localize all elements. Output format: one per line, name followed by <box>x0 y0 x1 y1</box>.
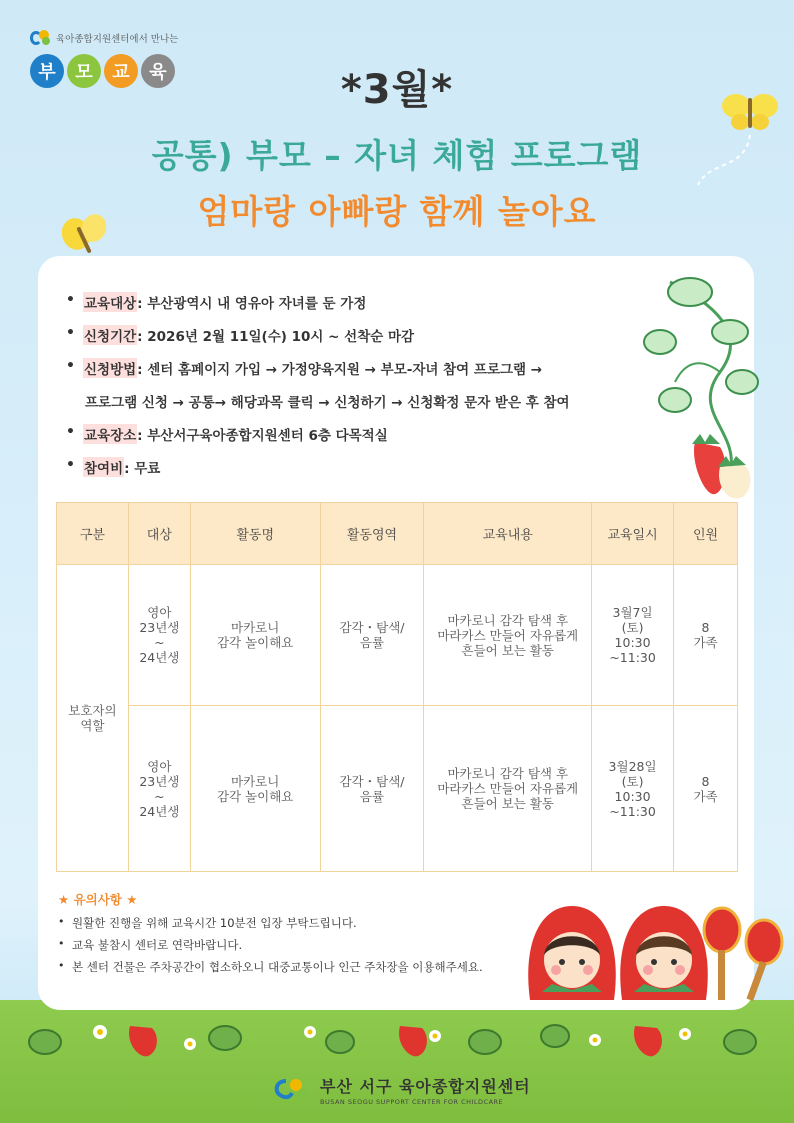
table-header-row <box>57 503 738 565</box>
center-logo-icon <box>30 28 52 48</box>
brand-circle-char: 부 <box>30 54 64 88</box>
cell-activity: 마카로니 감각 놀이해요 <box>190 565 320 706</box>
cell-datetime: 3월7일 (토) 10:30 ~11:30 <box>592 565 674 706</box>
info-method: • 신청방법 : 센터 홈페이지 가입 → 가정양육지원 → 부모-자녀 참여 프로그램 → <box>66 358 543 378</box>
header-area: 활동영역 <box>320 503 424 565</box>
header-target: 대상 <box>128 503 190 565</box>
program-subtitle: 엄마랑 아빠랑 함께 놀아요 <box>197 192 597 231</box>
brand-circle-char: 육 <box>141 54 175 88</box>
table-row <box>57 706 738 872</box>
cell-category: 보호자의 역할 <box>57 565 129 872</box>
brand-tagline: 육아종합지원센터에서 만나는 <box>56 34 179 45</box>
table-row <box>57 565 738 706</box>
info-fee: • 참여비 : 무료 <box>66 457 161 477</box>
strawberry-vine-illustration <box>630 262 760 502</box>
note-item: • 원활한 진행을 위해 교육시간 10분전 입장 부탁드립니다. <box>58 915 357 930</box>
info-method-continued <box>66 391 626 424</box>
notes-title: ★ 유의사항 ★ <box>58 892 138 907</box>
header-people: 인원 <box>674 503 738 565</box>
brand-circle-char: 모 <box>67 54 101 88</box>
ground-decoration-illustration <box>20 1014 780 1064</box>
info-label: 교육대상 <box>83 292 137 312</box>
info-location: • 교육장소 : 부산서구육아종합지원센터 6층 다목적실 <box>66 424 388 444</box>
header-activity: 활동명 <box>190 503 320 565</box>
cell-area: 감각・탐색/ 음률 <box>320 565 424 706</box>
cell-people: 8 가족 <box>674 706 738 872</box>
cell-target: 영아 23년생 ~ 24년생 <box>128 565 190 706</box>
header-content: 교육내용 <box>424 503 592 565</box>
month-heading: *3월* <box>340 67 454 113</box>
info-value: : 무료 <box>124 461 161 477</box>
cell-datetime: 3월28일 (토) 10:30 ~11:30 <box>592 706 674 872</box>
info-value: : 부산서구육아종합지원센터 6층 다목적실 <box>137 428 388 444</box>
center-logo-icon <box>272 1077 312 1103</box>
cell-content: 마카로니 감각 탐색 후 마라카스 만들어 자유롭게 흔들어 보는 활동 <box>424 565 592 706</box>
info-target: • 교육대상 : 부산광역시 내 영유아 자녀를 둔 가정 <box>66 292 367 312</box>
cell-activity: 마카로니 감각 놀이해요 <box>190 706 320 872</box>
note-item: • 본 센터 건물은 주차공간이 협소하오니 대중교통이나 인근 주차장을 이용해주세요. <box>58 959 483 974</box>
info-label: 신청방법 <box>83 358 137 378</box>
info-label: 참여비 <box>83 457 124 477</box>
header-datetime: 교육일시 <box>592 503 674 565</box>
note-item: • 교육 불참시 센터로 연락바랍니다. <box>58 937 243 952</box>
info-period: • 신청기간 : 2026년 2월 11일(수) 10시 ~ 선착순 마감 <box>66 325 415 345</box>
notes-section <box>58 890 483 981</box>
program-title: 공통) 부모 – 자녀 체험 프로그램 <box>151 136 643 175</box>
cell-people: 8 가족 <box>674 565 738 706</box>
info-value: : 센터 홈페이지 가입 → 가정양육지원 → 부모-자녀 참여 프로그램 → <box>137 362 543 378</box>
footer-center-name: 부산 서구 육아종합지원센터 <box>320 1077 531 1096</box>
header-category: 구분 <box>57 503 129 565</box>
schedule-table <box>56 502 738 872</box>
info-label: 신청기간 <box>83 325 137 345</box>
info-label: 교육장소 <box>83 424 137 444</box>
brand-circle-char: 교 <box>104 54 138 88</box>
cell-target: 영아 23년생 ~ 24년생 <box>128 706 190 872</box>
strawberry-kids-illustration <box>522 900 792 1012</box>
info-value: : 2026년 2월 11일(수) 10시 ~ 선착순 마감 <box>137 329 415 345</box>
cell-area: 감각・탐색/ 음률 <box>320 706 424 872</box>
footer-logo <box>272 1074 531 1106</box>
program-info-list <box>66 292 626 490</box>
info-value: 프로그램 신청 → 공통→ 해당과목 클릭 → 신청하기 → 신청확정 문자 받은 후 참여 <box>85 395 570 411</box>
info-value: : 부산광역시 내 영유아 자녀를 둔 가정 <box>137 296 367 312</box>
footer-center-english: BUSAN SEOGU SUPPORT CENTER FOR CHILDCARE <box>320 1098 504 1106</box>
cell-content: 마카로니 감각 탐색 후 마라카스 만들어 자유롭게 흔들어 보는 활동 <box>424 706 592 872</box>
